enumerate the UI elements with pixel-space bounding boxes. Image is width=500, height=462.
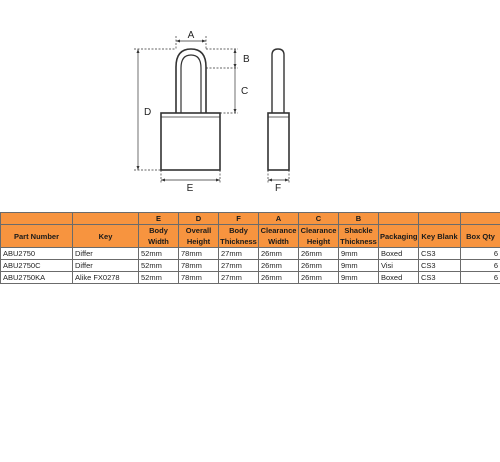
dimension-f [268, 170, 289, 183]
header-letter-cell: B [339, 213, 379, 225]
table-cell: 52mm [139, 248, 179, 260]
header-letter-cell: F [219, 213, 259, 225]
column-header-text: Shackle [344, 226, 373, 235]
column-header [461, 225, 500, 248]
column-header [339, 225, 379, 248]
table-cell: 27mm [219, 260, 259, 272]
front-body [161, 113, 220, 170]
padlock-dimension-diagram [0, 0, 500, 205]
header-letter-cell [73, 213, 139, 225]
table-cell: Differ [73, 260, 139, 272]
table-cell: 26mm [299, 272, 339, 284]
table-cell: Alike FX0278 [73, 272, 139, 284]
header-letter-row [1, 213, 500, 225]
column-header [1, 225, 73, 248]
dimension-label-d: D [144, 107, 152, 118]
table-cell: 26mm [259, 272, 299, 284]
column-header [419, 225, 461, 248]
table-body [1, 248, 500, 284]
column-header [179, 225, 219, 248]
table-cell: 27mm [219, 248, 259, 260]
header-letter-cell [419, 213, 461, 225]
table-cell: 9mm [339, 248, 379, 260]
header-letter-cell [379, 213, 419, 225]
column-header-text: Height [186, 237, 211, 246]
column-header-text: Thickness [220, 237, 257, 246]
table-cell: CS3 [419, 260, 461, 272]
table-cell: 26mm [259, 260, 299, 272]
table-cell: ABU2750 [1, 248, 73, 260]
table-cell: Visi [379, 260, 419, 272]
dimension-label-b: B [243, 54, 250, 65]
table-cell: 78mm [179, 272, 219, 284]
table-cell: 9mm [339, 260, 379, 272]
table-cell: 26mm [299, 260, 339, 272]
column-header [259, 225, 299, 248]
column-header-text: Thickness [340, 237, 377, 246]
table-cell: 78mm [179, 260, 219, 272]
header-letter-cell: A [259, 213, 299, 225]
column-header-text: Clearance [300, 226, 337, 235]
column-header-text: Box Qty [466, 231, 495, 241]
dimension-label-a: A [187, 30, 195, 41]
dimension-d [134, 49, 176, 170]
table-cell: 6 [461, 248, 500, 260]
table-cell: 27mm [219, 272, 259, 284]
column-header [299, 225, 339, 248]
column-header-text: Width [268, 237, 289, 246]
table-row [1, 248, 500, 260]
table-cell: CS3 [419, 272, 461, 284]
table-cell: CS3 [419, 248, 461, 260]
table-row [1, 260, 500, 272]
dimension-label-e: E [186, 183, 194, 194]
table-cell: 6 [461, 272, 500, 284]
dimension-c [206, 68, 238, 113]
column-header [379, 225, 419, 248]
table-row [1, 272, 500, 284]
dimension-e [161, 170, 220, 183]
header-name-row [1, 225, 500, 248]
column-header-text: Clearance [260, 226, 297, 235]
column-header-text: Packaging [380, 231, 418, 241]
table-cell: 52mm [139, 260, 179, 272]
specification-table [0, 212, 500, 284]
dimension-label-f: F [274, 183, 282, 194]
table-cell: 26mm [259, 248, 299, 260]
dimension-label-c: C [241, 86, 249, 97]
side-shackle [272, 49, 284, 113]
header-letter-cell: D [179, 213, 219, 225]
column-header-text: Height [306, 237, 331, 246]
table-cell: 6 [461, 260, 500, 272]
side-body [268, 113, 289, 170]
table-cell: Differ [73, 248, 139, 260]
column-header-text: Part Number [13, 231, 59, 241]
table-header [1, 213, 500, 248]
padlock-side-view [268, 49, 289, 170]
column-header-text: Overall [185, 226, 212, 235]
header-letter-cell: E [139, 213, 179, 225]
dimension-b [206, 49, 238, 68]
column-header [139, 225, 179, 248]
column-header [219, 225, 259, 248]
column-header-text: Width [148, 237, 169, 246]
table-cell: 9mm [339, 272, 379, 284]
column-header [73, 225, 139, 248]
column-header-text: Body [149, 226, 168, 235]
header-letter-cell [461, 213, 500, 225]
table-cell: 78mm [179, 248, 219, 260]
table-cell: ABU2750C [1, 260, 73, 272]
padlock-front-view [161, 49, 220, 170]
table-cell: ABU2750KA [1, 272, 73, 284]
table-cell: 26mm [299, 248, 339, 260]
column-header-text: Key Blank [421, 231, 458, 241]
column-header-text: Key [98, 231, 113, 241]
table-cell: Boxed [379, 248, 419, 260]
front-shackle-inner [181, 55, 201, 113]
header-letter-cell: C [299, 213, 339, 225]
table-cell: Boxed [379, 272, 419, 284]
column-header-text: Body [229, 226, 248, 235]
header-letter-cell [1, 213, 73, 225]
table-cell: 52mm [139, 272, 179, 284]
